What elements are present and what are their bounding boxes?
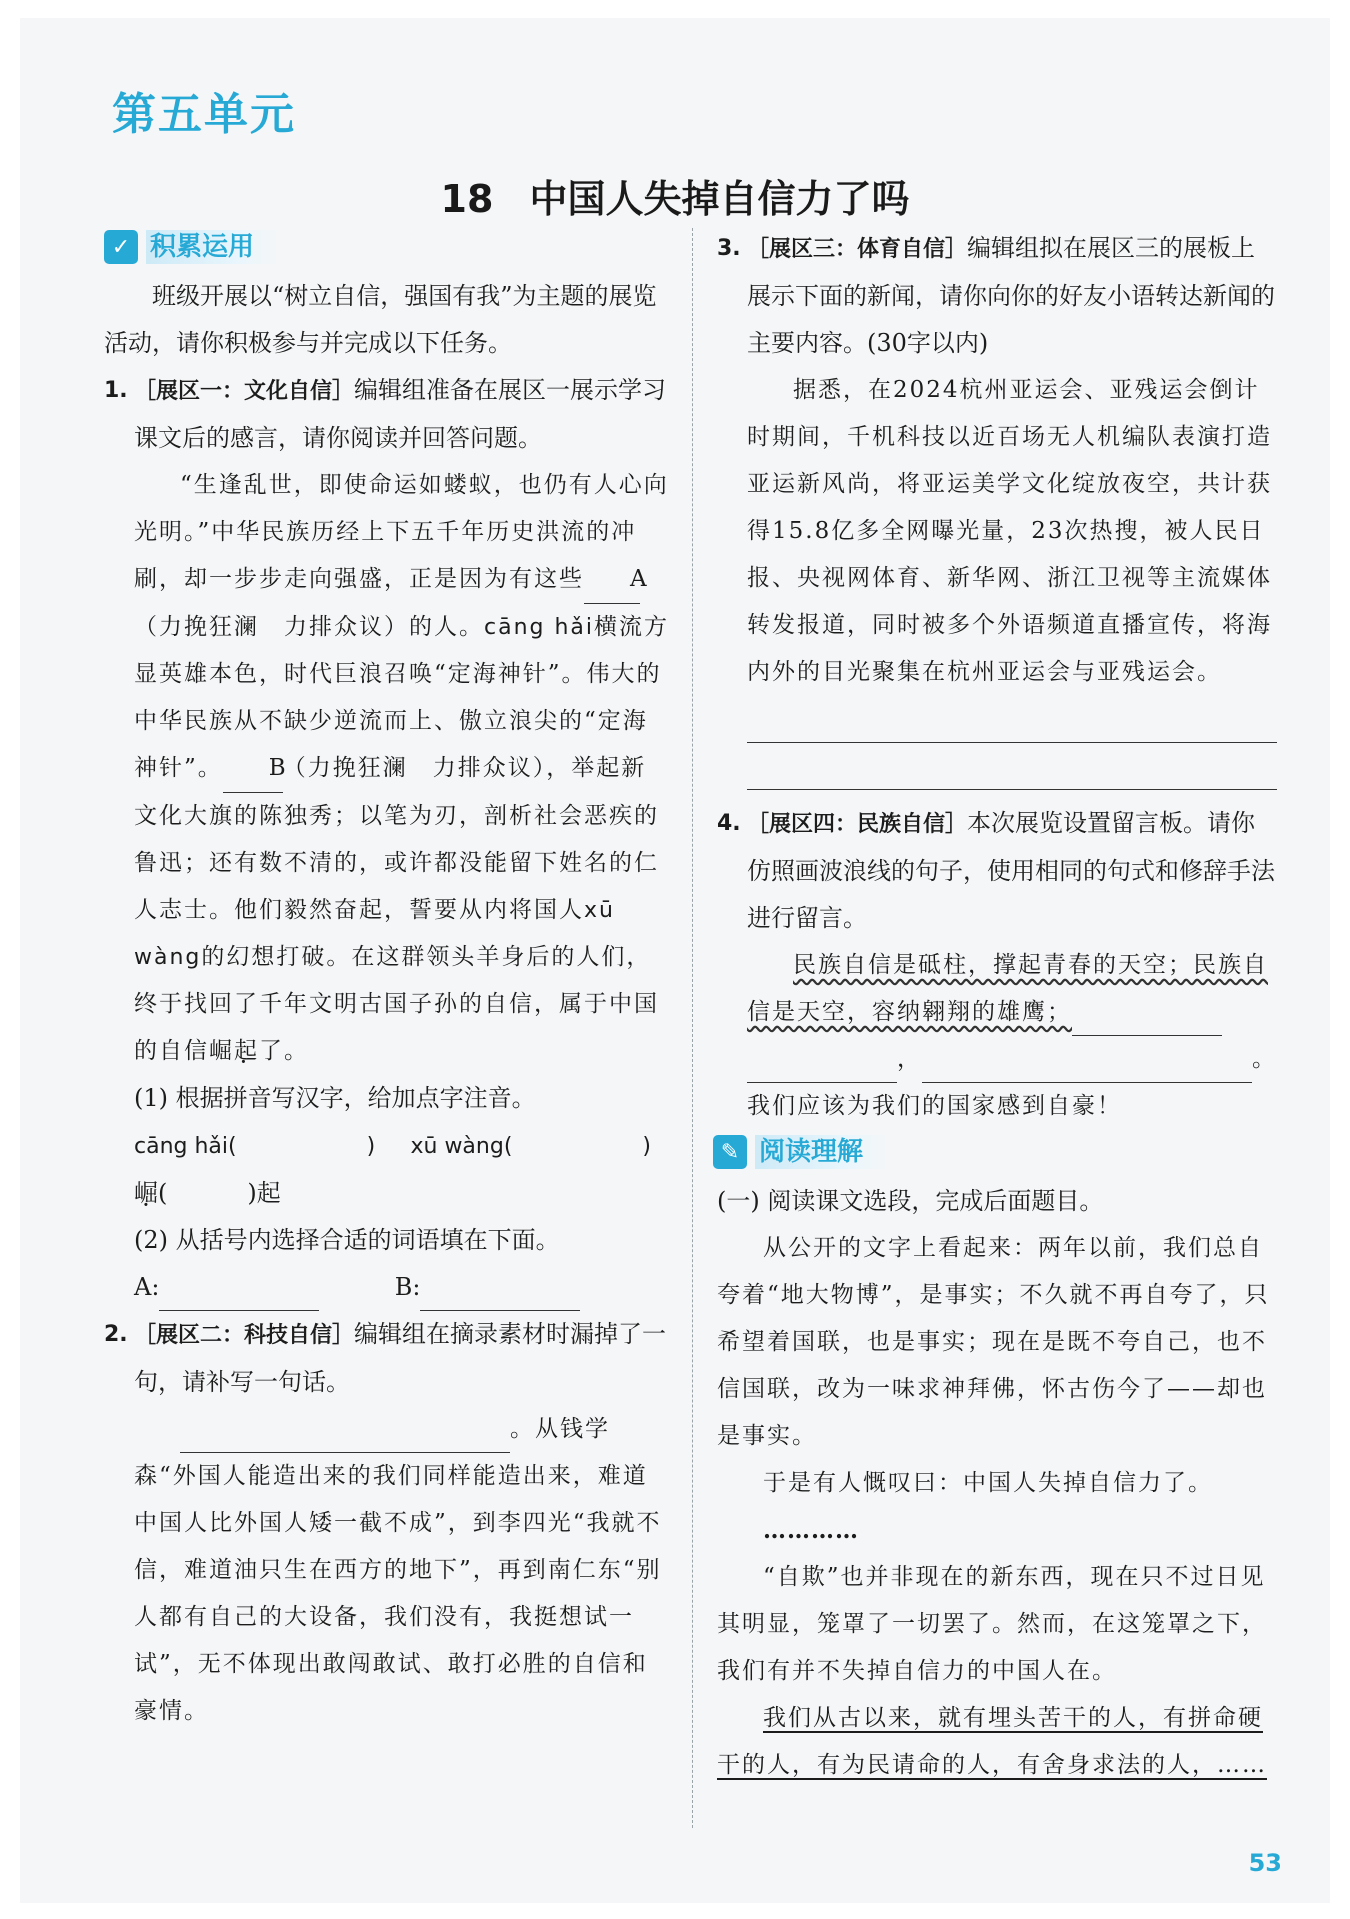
- exhibit-tag: ［展区二：科技自信］: [134, 1323, 355, 1348]
- section-header-accumulate: [104, 225, 670, 269]
- question-4: [717, 800, 1277, 942]
- sub-question-text: (1) 根据拼音写汉字，给加点字注音。: [134, 1084, 536, 1112]
- passage-1: [104, 462, 670, 1075]
- question-number: 1.: [104, 378, 128, 403]
- sub-question-text: (2) 从括号内选择合适的词语填在下面。: [134, 1226, 560, 1254]
- reading-intro: (一) 阅读课文选段，完成后面题目。: [717, 1187, 1104, 1215]
- label-b: B:: [394, 1273, 421, 1301]
- fill-sentence-blank[interactable]: [180, 1422, 510, 1453]
- paren: ): [642, 1134, 651, 1159]
- underlined-paragraph: 我们从古以来，就有埋头苦干的人，有拼命硬干的人，有为民请命的人，有舍身求法的人，……: [717, 1705, 1267, 1778]
- pencil-check-icon: ✓: [104, 230, 138, 264]
- exhibit-tag: ［展区三：体育自信］: [747, 237, 968, 262]
- answer-line[interactable]: [747, 696, 1277, 743]
- lesson-title: [20, 168, 1330, 223]
- dotted-char: 崛: [209, 1038, 234, 1064]
- question-text: 编辑组拟在展区三的展板上展示下面的新闻，请你向你的好友小语转达新闻的主要内容。(30字以内): [747, 234, 1275, 357]
- section-title: 积累运用: [146, 230, 282, 264]
- reading-paragraph: “自欺”也并非现在的新东西，现在只不过日见其明显，笼罩了一切罢了。然而，在这笼罩之下，我们有并不失掉自信力的中国人在。: [717, 1564, 1267, 1684]
- blank-a[interactable]: A: [584, 556, 640, 604]
- pencil-edit-icon: ✎: [713, 1135, 747, 1169]
- wavy-sentence: 民族自信是砥柱，撑起青春的天空；民族自信是天空，容纳翱翔的雄鹰；: [747, 952, 1268, 1025]
- paren: )起: [247, 1179, 281, 1207]
- question-text: 编辑组在摘录素材时漏掉了一句，请补写一句话。: [134, 1320, 667, 1396]
- paren: ): [366, 1134, 376, 1159]
- answer-b-blank[interactable]: [420, 1280, 580, 1311]
- passage-2: [104, 1406, 670, 1735]
- exhibit-tag: ［展区一：文化自信］: [134, 379, 355, 404]
- section-title: 阅读理解: [755, 1135, 891, 1169]
- reading-passage: [717, 1225, 1277, 1789]
- message-blank[interactable]: [747, 1052, 897, 1083]
- news-passage: [717, 367, 1277, 790]
- passage-text: 起了。: [234, 1038, 309, 1064]
- question-text: 本次展览设置留言板。请你仿照画波浪线的句子，使用相同的句式和修辞手法进行留言。: [747, 809, 1275, 932]
- pinyin-canghai: cāng hǎi: [484, 615, 595, 640]
- news-text: 据悉，在2024杭州亚运会、亚残运会倒计时期间，千机科技以近百场无人机编队表演打造亚运新风尚，将亚运美学文化绽放夜空，共计获得15.8亿多全网曝光量，23次热搜，被人民日报、央视网体育、新华网、浙江卫视等主流媒体转发报道，同时被多个外语频道直播宣传，将海内外的目光聚集在杭州亚运会与亚残运会。: [747, 377, 1272, 685]
- page-number: 53: [1248, 1849, 1282, 1877]
- activity-intro: 班级开展以“树立自信，强国有我”为主题的展览活动，请你积极参与并完成以下任务。: [104, 282, 657, 357]
- exhibit-tag: ［展区四：民族自信］: [747, 812, 968, 837]
- answer-line[interactable]: [747, 743, 1277, 790]
- question-number: 2.: [104, 1322, 128, 1347]
- dotted-char: 崛: [134, 1179, 158, 1207]
- column-divider: [692, 228, 693, 1828]
- pinyin-answer-xuwang: xū wàng(: [410, 1134, 513, 1159]
- passage-text: （力挽狂澜 力排众议）的人。: [134, 614, 484, 640]
- unit-title: 第五单元: [112, 89, 296, 140]
- question-text: 编辑组准备在展区一展示学习课文后的感言，请你阅读并回答问题。: [134, 376, 667, 452]
- message-blank[interactable]: [1072, 1005, 1222, 1036]
- passage-text: 的幻想打破。在这群领头羊身后的人们，终于找回了千年文明古国子孙的自信，属于中国的自信: [134, 944, 659, 1064]
- pinyin-xuwang: xū wàng: [134, 898, 615, 970]
- message-passage: [717, 942, 1277, 1130]
- passage-text: 。从钱学森“外国人能造出来的我们同样能造出来，难道中国人比外国人矮一截不成”，到李四光“我就不信，难道油只生在西方的地下”，再到南仁东“别人都有自己的大设备，我们没有，我挺想试一试”，无不体现出敢闯敢试、敢打必胜的自信和豪情。: [134, 1416, 662, 1724]
- lesson-number: 18: [440, 177, 494, 221]
- question-number: 4.: [717, 811, 741, 836]
- lesson-name: 中国人失掉自信力了吗: [529, 177, 910, 221]
- question-number: 3.: [717, 236, 741, 261]
- pinyin-answer-canghai: cāng hǎi(: [134, 1134, 237, 1159]
- label-a: A:: [134, 1273, 160, 1301]
- section-header-reading: [713, 1130, 1277, 1174]
- answer-a-blank[interactable]: [159, 1280, 319, 1311]
- left-column: [104, 225, 670, 1735]
- punctuation: ，: [897, 1046, 922, 1072]
- reading-paragraph: 于是有人慨叹曰：中国人失掉自信力了。: [763, 1470, 1213, 1496]
- question-2: [104, 1311, 670, 1406]
- passage-text: “生逢乱世，即使命运如蝼蚁，也仍有人心向光明。”中华民族历经上下五千年历史洪流的冲刷，却一步步走向强盛，正是因为有这些: [134, 472, 669, 592]
- question-3: [717, 225, 1277, 367]
- paren: (: [158, 1179, 168, 1207]
- ellipsis: …………: [763, 1517, 859, 1544]
- blank-b[interactable]: B: [223, 745, 283, 793]
- question-1: [104, 367, 670, 462]
- passage-text: （力挽狂澜 力排众议），举起新文化大旗的陈独秀；以笔为刃，剖析社会恶疾的鲁迅；还有数不清的，或许都没能留下姓名的仁人志士。他们毅然奋起，誓要从内将国人: [134, 755, 659, 923]
- punctuation: 。: [1252, 1046, 1277, 1072]
- message-blank[interactable]: [922, 1052, 1252, 1083]
- right-column: [717, 225, 1277, 1789]
- passage-text: 横流方显英雄本色，时代巨浪召唤“定海神针”。伟大的中华民族从不缺少逆流而上、傲立浪尖的“定海神针”。: [134, 614, 670, 781]
- reading-paragraph: 从公开的文字上看起来：两年以前，我们总自夸着“地大物博”，是事实；不久就不再自夸了，只希望着国联，也是事实；现在是既不夸自己，也不信国联，改为一味求神拜佛，怀古伤今了——却也是事实。: [717, 1235, 1270, 1449]
- closing-line: 我们应该为我们的国家感到自豪！: [747, 1093, 1122, 1119]
- sub-question-1: [104, 1075, 670, 1311]
